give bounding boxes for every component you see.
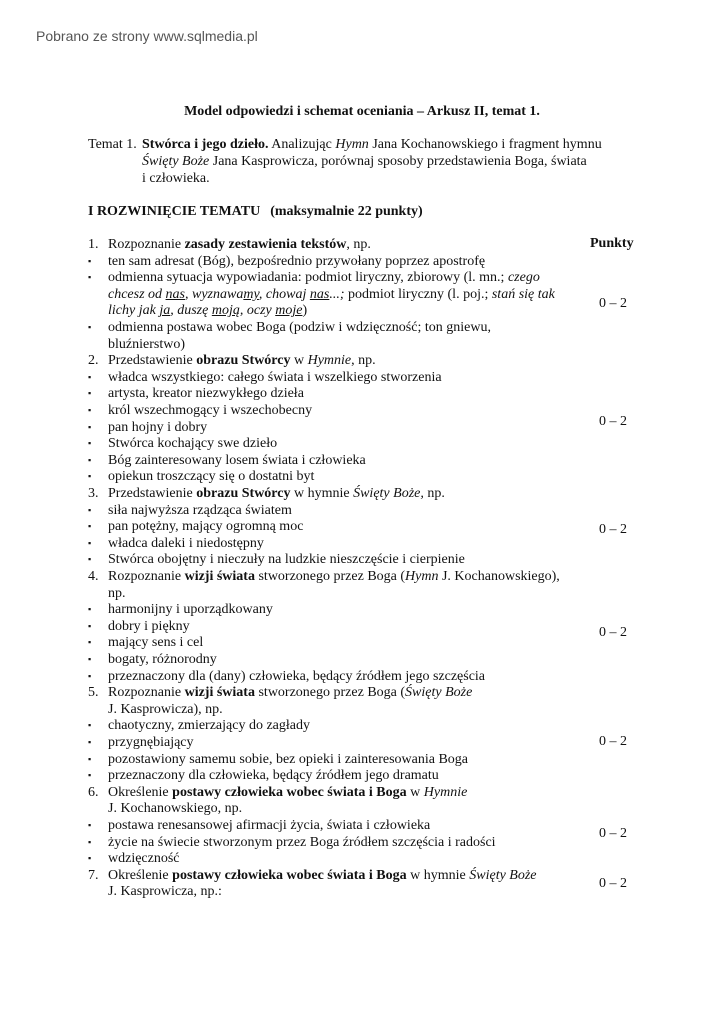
topic-work-title: Hymn — [335, 137, 369, 152]
topic-text: Analizując — [268, 137, 336, 152]
text-segment: harmonijny i uporządkowany — [108, 602, 273, 618]
item-text — [108, 684, 472, 701]
topic-text: Jana Kasprowicza, porównaj sposoby przedstawienia Boga, świata — [209, 154, 587, 169]
bullet-marker: ▪ — [88, 537, 92, 548]
bullet-marker: ▪ — [88, 720, 92, 731]
text-segment: Rozpoznanie — [108, 569, 185, 584]
bullet-marker: ▪ — [88, 438, 92, 449]
text-segment: np. — [108, 585, 126, 601]
text-segment: mający sens i cel — [108, 635, 204, 651]
item-number: 3. — [88, 486, 99, 501]
text-segment: Święty Boże, — [353, 486, 424, 501]
bullet-marker: ▪ — [88, 753, 92, 764]
text-segment: stworzonego przez Boga ( — [254, 569, 406, 584]
source-watermark: Pobrano ze strony www.sqlmedia.pl — [36, 28, 258, 44]
section-max-points: (maksymalnie 22 punkty) — [270, 204, 423, 219]
text-segment: Święty Boże — [469, 867, 537, 883]
bullet-marker: ▪ — [88, 836, 92, 847]
item-text — [108, 717, 310, 734]
text-segment: ja — [159, 303, 171, 319]
text-segment: w — [290, 353, 308, 369]
text-segment: w hymnie — [406, 867, 470, 883]
item-text — [108, 502, 292, 519]
item-text — [108, 601, 273, 618]
item-text — [108, 385, 304, 402]
item-text — [108, 269, 540, 286]
section-title: I ROZWINIĘCIE TEMATU — [88, 204, 261, 219]
item-text — [108, 568, 560, 585]
text-segment: odmienna postawa wobec Boga (podziw i wdzięczność; ton gniewu, — [108, 320, 491, 335]
text-segment: J. Kochanowskiego), — [438, 569, 560, 584]
text-segment: my — [243, 286, 259, 302]
score-range: 0 – 2 — [599, 876, 627, 891]
bullet-marker: ▪ — [88, 853, 92, 864]
item-text — [108, 784, 467, 801]
text-segment: , np. — [346, 237, 371, 252]
text-segment: bluźnierstwo) — [108, 336, 185, 352]
bullet-marker: ▪ — [88, 371, 92, 382]
item-text — [108, 867, 537, 884]
text-segment: król wszechmogący i wszechobecny — [108, 403, 313, 418]
bullet-marker: ▪ — [88, 654, 92, 664]
item-text — [108, 402, 312, 419]
item-text — [108, 535, 264, 552]
bullet-marker: ▪ — [88, 604, 92, 615]
text-segment: Określenie — [108, 784, 173, 800]
bullet-marker: ▪ — [88, 272, 92, 283]
item-number: 1. — [88, 237, 99, 252]
item-text — [108, 734, 194, 751]
score-range: 0 – 2 — [599, 296, 627, 311]
text-segment: J. Kochanowskiego, np. — [108, 801, 243, 817]
score-range: 0 – 2 — [599, 826, 627, 841]
text-segment: ) — [302, 303, 308, 319]
text-segment: Rozpoznanie — [108, 237, 185, 252]
text-segment: przeznaczony dla człowieka, będący źródłem jego dramatu — [108, 768, 439, 784]
item-number: 6. — [88, 784, 99, 800]
text-segment: nas — [309, 286, 330, 302]
text-segment: Rozpoznanie — [108, 685, 185, 701]
text-segment: , oczy — [239, 303, 276, 319]
text-segment: przygnębiający — [108, 735, 194, 750]
text-segment: Hymnie — [423, 784, 468, 800]
score-range: 0 – 2 — [599, 625, 627, 640]
item-text — [108, 485, 445, 502]
text-segment: J. Kasprowicza), np. — [108, 701, 223, 717]
text-segment: czego — [507, 270, 540, 286]
item-text — [108, 585, 126, 602]
text-segment: siła najwyższa rządząca światem — [108, 502, 292, 518]
text-segment: , chowaj — [258, 286, 310, 302]
text-segment: Przedstawienie — [108, 353, 197, 369]
bullet-marker: ▪ — [88, 388, 92, 399]
item-text — [108, 634, 203, 651]
text-segment: Święty Boże — [405, 685, 473, 701]
text-segment: Stwórca kochający swe dzieło — [108, 436, 278, 452]
item-text — [108, 850, 180, 867]
item-number: 2. — [88, 353, 99, 369]
text-segment: obrazu Stwórcy — [196, 353, 291, 369]
text-segment: podmiot liryczny (l. poj.; — [344, 286, 492, 302]
bullet-marker: ▪ — [88, 770, 92, 781]
bullet-marker: ▪ — [88, 737, 92, 747]
bullet-marker: ▪ — [88, 421, 92, 432]
text-segment: Hymnie — [307, 353, 352, 369]
item-text — [108, 817, 430, 834]
text-segment: chaotyczny, zmierzający do zagłady — [108, 718, 310, 734]
item-text — [108, 701, 223, 718]
bullet-marker: ▪ — [88, 255, 92, 266]
bullet-marker: ▪ — [88, 521, 92, 532]
item-text — [108, 419, 207, 436]
item-text — [108, 751, 468, 768]
bullet-marker: ▪ — [88, 322, 92, 332]
text-segment: postawy człowieka wobec świata i Boga — [172, 784, 407, 800]
text-segment: odmienna sytuacja wypowiadania: podmiot liryczny, zbiorowy (l. mn.; — [108, 270, 508, 286]
item-text — [108, 452, 366, 469]
text-segment: , np. — [351, 353, 376, 369]
topic-text: Jana Kochanowskiego i fragment hymnu — [368, 137, 602, 152]
item-text — [108, 319, 491, 336]
text-segment: chcesz od — [108, 286, 166, 302]
item-text — [108, 834, 496, 851]
text-segment: , duszę — [170, 303, 212, 319]
text-segment: artysta, kreator niezwykłego dzieła — [108, 386, 304, 402]
text-segment: moją — [211, 303, 240, 319]
text-segment: dobry i piękny — [108, 618, 190, 634]
item-text — [108, 253, 485, 270]
item-number: 5. — [88, 685, 99, 701]
item-text — [108, 551, 465, 568]
text-segment: pan hojny i dobry — [108, 419, 208, 435]
item-text — [108, 651, 217, 668]
text-segment: pan potężny, mający ogromną moc — [108, 519, 304, 535]
text-segment: stworzonego przez Boga ( — [254, 685, 406, 701]
score-range: 0 – 2 — [599, 522, 627, 537]
item-text — [108, 618, 190, 635]
item-text — [108, 236, 371, 253]
text-segment: wdzięczność — [108, 851, 180, 867]
item-number: 7. — [88, 867, 99, 883]
text-segment: moje — [275, 303, 303, 319]
text-segment: J. Kasprowicza, np.: — [108, 884, 222, 900]
document-title: Model odpowiedzi i schemat oceniania – Arkusz II, temat 1. — [184, 104, 540, 119]
bullet-marker: ▪ — [88, 620, 92, 631]
item-text — [108, 468, 314, 485]
item-text — [108, 883, 222, 900]
text-segment: przeznaczony dla (dany) człowieka, będący źródłem jego szczęścia — [108, 668, 486, 684]
topic-line-3: i człowieka. — [142, 171, 210, 186]
bullet-marker: ▪ — [88, 554, 92, 565]
text-segment: w — [406, 784, 424, 800]
bullet-marker: ▪ — [88, 670, 92, 681]
text-segment: pozostawiony samemu sobie, bez opieki i zainteresowania Boga — [108, 751, 469, 767]
item-text — [108, 767, 439, 784]
points-column-header: Punkty — [590, 236, 634, 251]
text-segment: wizji świata — [184, 569, 255, 584]
text-segment: stań się tak — [491, 286, 555, 302]
text-segment: życie na świecie stworzonym przez Boga źródłem szczęścia i radości — [108, 834, 496, 850]
item-text — [108, 336, 185, 353]
item-text — [108, 352, 376, 369]
text-segment: ...; — [329, 286, 345, 302]
item-text — [108, 302, 307, 319]
text-segment: postawa renesansowej afirmacji życia, świata i człowieka — [108, 818, 431, 833]
topic-title: Stwórca i jego dzieło. — [142, 137, 269, 152]
score-range: 0 – 2 — [599, 414, 627, 429]
bullet-marker: ▪ — [88, 454, 92, 465]
text-segment: zasady zestawienia tekstów — [184, 237, 347, 252]
text-segment: np. — [423, 486, 445, 501]
item-text — [108, 668, 485, 685]
item-number: 4. — [88, 569, 99, 584]
text-segment: władca daleki i niedostępny — [108, 535, 264, 551]
text-segment: wizji świata — [184, 685, 255, 701]
text-segment: władca wszystkiego: całego świata i wszelkiego stworzenia — [108, 369, 442, 385]
bullet-marker: ▪ — [88, 504, 92, 515]
text-segment: lichy jak — [108, 303, 160, 319]
item-text — [108, 518, 303, 535]
bullet-marker: ▪ — [88, 471, 92, 482]
text-segment: Określenie — [108, 867, 173, 883]
text-segment: obrazu Stwórcy — [196, 486, 291, 501]
bullet-marker: ▪ — [88, 405, 92, 415]
bullet-marker: ▪ — [88, 637, 92, 648]
text-segment: Hymn — [405, 569, 439, 584]
text-segment: opiekun troszczący się o dostatni byt — [108, 469, 315, 485]
text-segment: Przedstawienie — [108, 486, 197, 501]
score-range: 0 – 2 — [599, 734, 627, 749]
text-segment: bogaty, różnorodny — [108, 652, 217, 667]
item-text — [108, 435, 277, 452]
text-segment: w hymnie — [290, 486, 354, 501]
item-text — [108, 286, 555, 303]
text-segment: nas — [165, 286, 185, 302]
text-segment: ten sam adresat (Bóg), bezpośrednio przywołany poprzez apostrofę — [108, 253, 486, 269]
text-segment: Bóg zainteresowany losem świata i człowieka — [108, 452, 366, 468]
text-segment: , wyznawa — [185, 286, 244, 302]
bullet-marker: ▪ — [88, 820, 92, 830]
topic-work-title: Święty Boże — [142, 154, 210, 169]
item-text — [108, 800, 242, 817]
topic-label: Temat 1. — [88, 137, 137, 152]
text-segment: postawy człowieka wobec świata i Boga — [172, 867, 407, 883]
text-segment: Stwórca obojętny i nieczuły na ludzkie nieszczęście i cierpienie — [108, 552, 465, 568]
item-text — [108, 369, 442, 386]
